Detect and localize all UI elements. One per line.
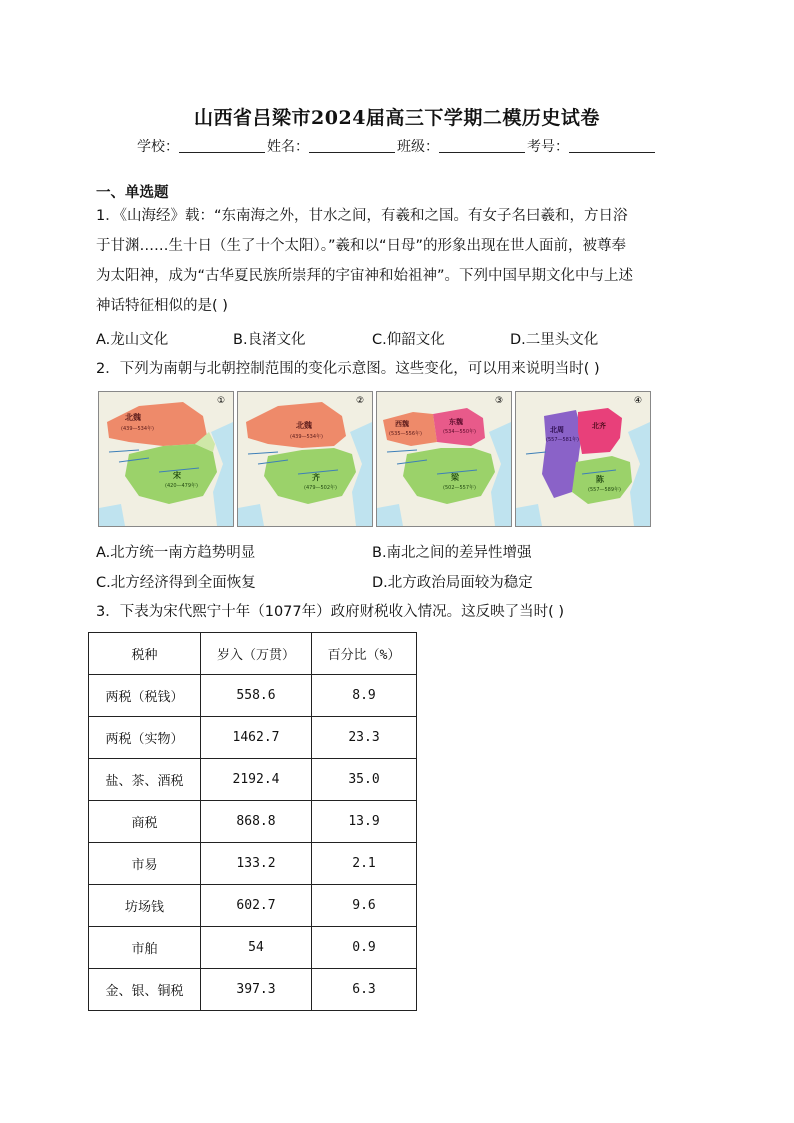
table-cell: 金、银、铜税 [89, 969, 201, 1011]
map-2-south-region [264, 448, 356, 504]
map-3-number: ③ [495, 396, 504, 406]
table-row [89, 759, 417, 801]
column-header-percent: 百分比（%） [312, 633, 417, 675]
table-row [89, 927, 417, 969]
question-1-line: 神话特征相似的是( ) [96, 298, 228, 314]
map-4-south-years: (557—589年) [588, 487, 621, 493]
option-d[interactable]: D.二里头文化 [510, 332, 599, 348]
map-2-north-years: (439—534年) [290, 434, 323, 440]
table-row [89, 885, 417, 927]
map-2-svg [238, 392, 372, 526]
table-cell: 8.9 [312, 675, 417, 717]
table-row [89, 675, 417, 717]
name-label: 姓名： [267, 139, 309, 155]
table-cell: 市易 [89, 843, 201, 885]
map-2-south-years: (479—502年) [304, 485, 337, 491]
table-cell: 397.3 [201, 969, 312, 1011]
table-row [89, 969, 417, 1011]
map-1-south-years: (420—479年) [165, 483, 198, 489]
table-cell: 558.6 [201, 675, 312, 717]
map-panel-4 [515, 391, 651, 527]
question-2-stem: 2．下列为南朝与北朝控制范围的变化示意图。这些变化，可以用来说明当时( ) [96, 361, 600, 377]
name-blank [309, 138, 395, 153]
table-row [89, 843, 417, 885]
map-3-svg [377, 392, 511, 526]
column-header-tax-type: 税种 [89, 633, 201, 675]
table-cell: 商税 [89, 801, 201, 843]
option-a[interactable]: A.龙山文化 [96, 332, 169, 348]
map-4-north-zhou-label: 北周 [550, 426, 564, 434]
option-c[interactable]: C.北方经济得到全面恢复 [96, 575, 256, 591]
map-3-south-years: (502—557年) [443, 485, 476, 491]
map-4-svg [516, 392, 650, 526]
student-info-line [0, 136, 794, 156]
question-1-line: 1．《山海经》载：“东南海之外，甘水之间，有羲和之国。有女子名曰羲和，方日浴 [96, 208, 628, 224]
school-blank [179, 138, 265, 153]
map-3-west-label: 西魏 [395, 420, 409, 428]
table-row [89, 717, 417, 759]
table-cell: 54 [201, 927, 312, 969]
table-cell: 13.9 [312, 801, 417, 843]
question-3-stem: 3．下表为宋代熙宁十年（1077年）政府财税收入情况。这反映了当时( ) [96, 604, 565, 620]
table-cell: 2.1 [312, 843, 417, 885]
map-1-south-region [125, 444, 217, 504]
map-3-south-region [403, 448, 495, 504]
map-4-north-qi-label: 北齐 [592, 422, 606, 430]
map-1-north-label: 北魏 [125, 413, 141, 422]
table-header-row [89, 633, 417, 675]
column-header-revenue: 岁入（万贯） [201, 633, 312, 675]
table-cell: 133.2 [201, 843, 312, 885]
option-c[interactable]: C.仰韶文化 [372, 332, 445, 348]
map-4-south-label: 陈 [596, 475, 604, 484]
table-cell: 两税（税钱） [89, 675, 201, 717]
option-b[interactable]: B.南北之间的差异性增强 [372, 545, 532, 561]
option-b[interactable]: B.良渚文化 [233, 332, 306, 348]
table-cell: 23.3 [312, 717, 417, 759]
map-4-north-zhou-years: (557—581年) [546, 437, 579, 443]
tax-revenue-table [88, 632, 417, 1011]
table-cell: 盐、茶、酒税 [89, 759, 201, 801]
table-cell: 两税（实物） [89, 717, 201, 759]
table-cell: 868.8 [201, 801, 312, 843]
table-cell: 0.9 [312, 927, 417, 969]
table-cell: 2192.4 [201, 759, 312, 801]
option-a[interactable]: A.北方统一南方趋势明显 [96, 545, 256, 561]
map-1-south-label: 宋 [173, 471, 181, 480]
table-cell: 市舶 [89, 927, 201, 969]
class-blank [439, 138, 525, 153]
table-cell: 坊场钱 [89, 885, 201, 927]
option-d[interactable]: D.北方政治局面较为稳定 [372, 575, 533, 591]
map-panel-2 [237, 391, 373, 527]
map-1-north-years: (439—534年) [121, 426, 154, 432]
map-panel-3 [376, 391, 512, 527]
map-3-east-label: 东魏 [449, 418, 463, 426]
map-4-number: ④ [634, 396, 643, 406]
exam-title: 山西省吕梁市2024届高三下学期二模历史试卷 [194, 107, 600, 129]
map-2-north-label: 北魏 [296, 421, 312, 430]
maps-figure [98, 391, 652, 525]
table-row [89, 801, 417, 843]
school-label: 学校： [137, 139, 179, 155]
section-heading: 一、单选题 [96, 185, 169, 201]
map-3-south-label: 梁 [451, 473, 459, 482]
table-cell: 602.7 [201, 885, 312, 927]
map-panel-1 [98, 391, 234, 527]
map-2-number: ② [356, 396, 365, 406]
question-1-stem [96, 201, 706, 321]
table-cell: 35.0 [312, 759, 417, 801]
map-1-number: ① [217, 396, 226, 406]
question-1-line: 于甘渊……生十日（生了十个太阳）。”羲和以“日母”的形象出现在世人面前，被尊奉 [96, 238, 627, 254]
map-3-east-years: (534—550年) [443, 429, 476, 435]
number-label: 考号： [527, 139, 569, 155]
table-cell: 1462.7 [201, 717, 312, 759]
question-1-line: 为太阳神，成为“古华夏民族所崇拜的宇宙神和始祖神”。下列中国早期文化中与上述 [96, 268, 634, 284]
map-2-south-label: 齐 [312, 473, 320, 482]
table-cell: 6.3 [312, 969, 417, 1011]
map-1-svg [99, 392, 233, 526]
class-label: 班级： [397, 139, 439, 155]
table-cell: 9.6 [312, 885, 417, 927]
map-3-west-years: (535—556年) [389, 431, 422, 437]
number-blank [569, 138, 655, 153]
